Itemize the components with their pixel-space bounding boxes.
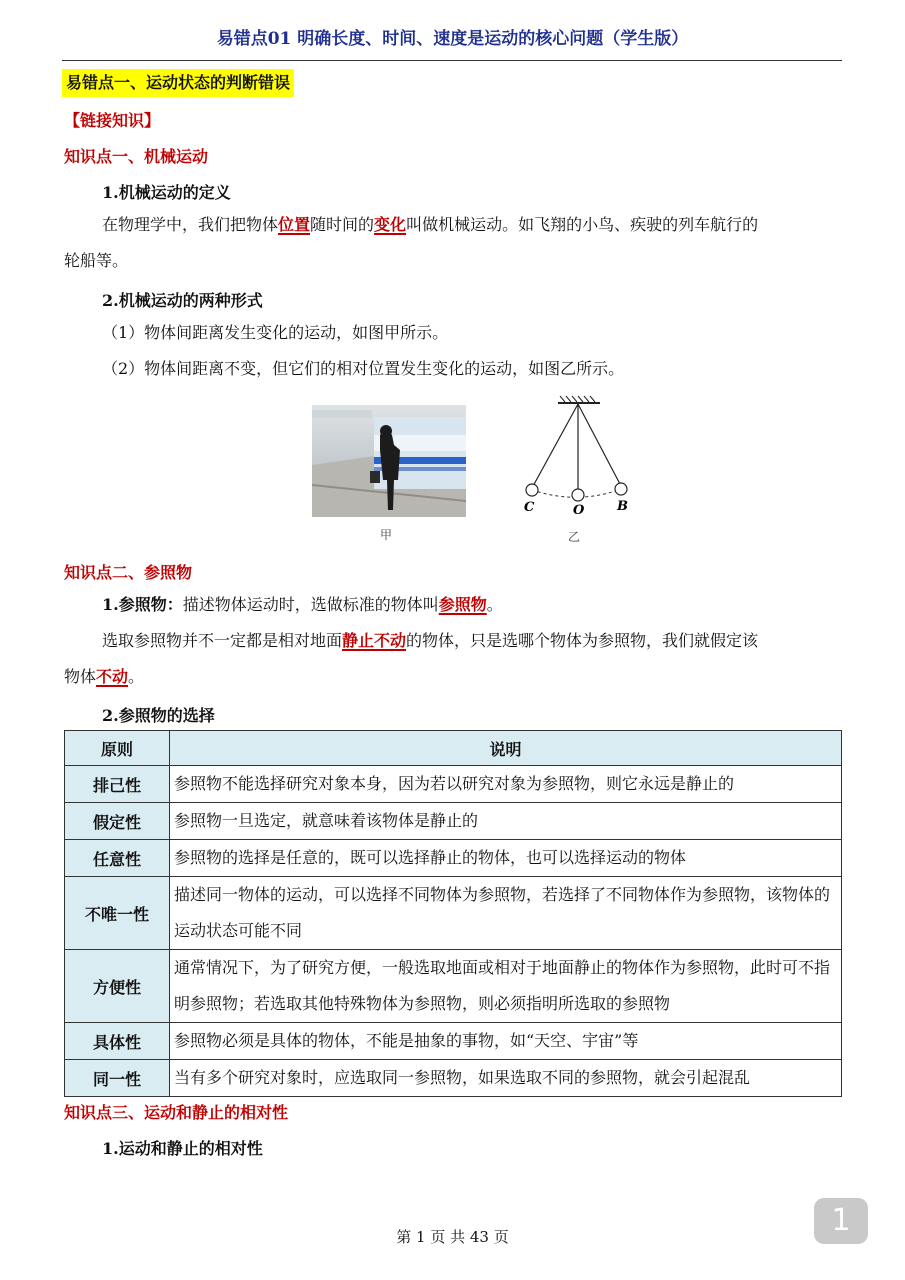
principle-cell: 方便性 [65, 950, 170, 1023]
principle-cell: 排己性 [65, 766, 170, 803]
kp2-sel-line2: 物体不动。 [64, 667, 145, 686]
kp1-title: 知识点一、机械运动 [64, 147, 209, 166]
table-row [65, 840, 842, 877]
kp1-def-heading: 1.机械运动的定义 [102, 183, 231, 202]
kp3-sub-heading: 1.运动和静止的相对性 [102, 1139, 263, 1158]
principle-cell: 假定性 [65, 803, 170, 840]
kp3-title: 知识点三、运动和静止的相对性 [64, 1103, 289, 1122]
table-row [65, 803, 842, 840]
pendulum-diagram [510, 393, 640, 523]
desc-cell: 当有多个研究对象时，应选取同一参照物，如果选取不同的参照物，就会引起混乱 [170, 1060, 842, 1097]
principle-cell: 同一性 [65, 1060, 170, 1097]
table-row [65, 950, 842, 1023]
train-photo [312, 405, 466, 517]
desc-cell: 参照物不能选择研究对象本身，因为若以研究对象为参照物，则它永远是静止的 [170, 766, 842, 803]
kp1-def-line2: 轮船等。 [64, 251, 129, 270]
table-row [65, 1060, 842, 1097]
kp1-forms-heading: 2.机械运动的两种形式 [102, 291, 263, 310]
table-header-principle: 原则 [65, 731, 170, 766]
kp2-ref-def: 1.参照物：描述物体运动时，选做标准的物体叫参照物。 [102, 595, 503, 614]
table-header-desc: 说明 [170, 731, 842, 766]
kp2-title: 知识点二、参照物 [64, 563, 193, 582]
kp2-choice-heading: 2.参照物的选择 [102, 706, 215, 725]
table-header-row [65, 731, 842, 766]
pendulum-label-o: O [573, 503, 585, 518]
figure-jia-caption: 甲 [380, 528, 393, 542]
header-title: 易错点01 明确长度、时间、速度是运动的核心问题（学生版） [216, 29, 689, 49]
principle-cell: 不唯一性 [65, 877, 170, 950]
desc-cell: 描述同一物体的运动，可以选择不同物体为参照物，若选择了不同物体作为参照物，该物体的运动状态可能不同 [170, 877, 842, 950]
header-divider [62, 60, 842, 61]
desc-cell: 参照物的选择是任意的，既可以选择静止的物体，也可以选择运动的物体 [170, 840, 842, 877]
desc-cell: 通常情况下，为了研究方便，一般选取地面或相对于地面静止的物体作为参照物，此时可不指明参照物；若选取其他特殊物体为参照物，则必须指明所选取的参照物 [170, 950, 842, 1023]
desc-cell: 参照物必须是具体的物体，不能是抽象的事物，如“天空、宇宙”等 [170, 1023, 842, 1060]
table-row [65, 1023, 842, 1060]
pendulum-label-c: C [524, 500, 535, 515]
desc-cell: 参照物一旦选定，就意味着该物体是静止的 [170, 803, 842, 840]
kp1-form1: （1）物体间距离发生变化的运动，如图甲所示。 [102, 323, 449, 342]
page-footer: 第 1 页 共 43 页 [396, 1228, 509, 1246]
principle-cell: 任意性 [65, 840, 170, 877]
kp1-form2: （2）物体间距离不变，但它们的相对位置发生变化的运动，如图乙所示。 [102, 359, 625, 378]
figure-yi-caption: 乙 [568, 530, 581, 544]
principle-cell: 具体性 [65, 1023, 170, 1060]
reference-table [64, 730, 842, 1097]
page-number-badge: 1 [814, 1198, 868, 1244]
section-title: 易错点一、运动状态的判断错误 [62, 69, 294, 97]
kp2-sel-line1: 选取参照物并不一定都是相对地面静止不动的物体，只是选哪个物体为参照物，我们就假定该 [102, 631, 759, 650]
link-knowledge-label: 【链接知识】 [64, 111, 161, 130]
table-row [65, 877, 842, 950]
table-row [65, 766, 842, 803]
kp1-def-line1: 在物理学中，我们把物体位置随时间的变化叫做机械运动。如飞翔的小鸟、疾驶的列车航行的 [102, 215, 759, 234]
pendulum-label-b: B [617, 499, 628, 514]
